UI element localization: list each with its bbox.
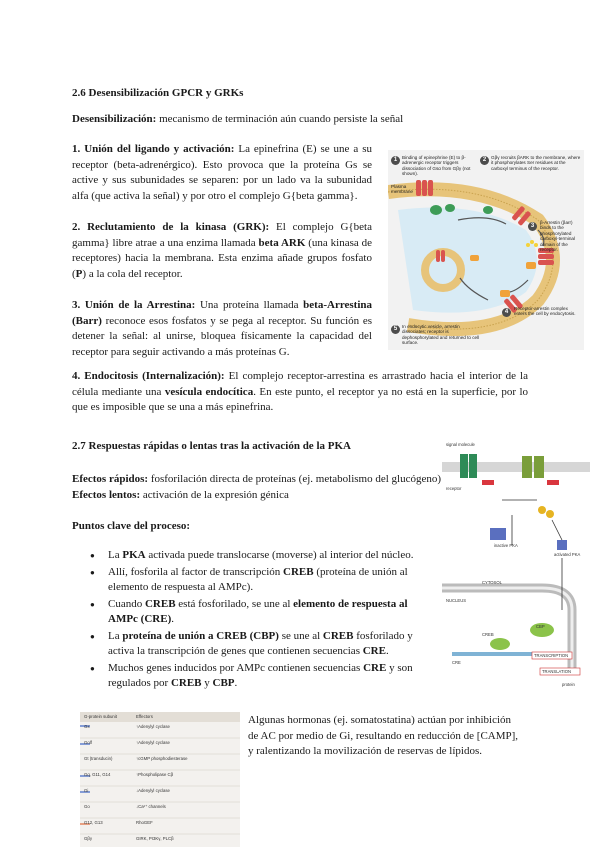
key-points-list — [90, 548, 430, 693]
b4-c: fosforilado y activa la transcripción de genes que contienen secuencias — [108, 629, 413, 657]
b5-a: Muchos genes inducidos por AMPc contienen secuencias — [108, 661, 364, 674]
receptor-label: receptor — [446, 486, 462, 491]
step-4-label: 4. Endocitosis (Internalización): — [72, 370, 225, 382]
b5-b: y son regulados por — [108, 661, 413, 689]
step-3-text-a: Una proteína llamada — [195, 299, 304, 311]
b4-bold1: proteína de unión a CREB (CBP) — [122, 629, 279, 642]
fast-effects-text: fosforilación directa de proteínas (ej. metabolismo del glucógeno) — [148, 473, 442, 485]
cell: ↑Adenylyl cyclase — [136, 724, 170, 729]
desens-text: mecanismo de terminación aún cuando persiste la señal — [156, 113, 404, 125]
activated-pka-label: activated PKA — [554, 552, 581, 557]
b2-bold: CREB — [283, 565, 314, 578]
protein-label: protein — [562, 682, 575, 687]
step-3-text-b: reconoce esos fosfatos y se pega al receptor. Su función es detener la señal: al unirse, bloquea físicamente la capacidad del receptor para seguir activando a más proteínas G. — [72, 314, 372, 358]
step-3-paragraph — [72, 298, 372, 360]
fast-effects-label: Efectos rápidos: — [72, 473, 149, 485]
pka-nucleus-figure — [442, 440, 590, 692]
cell: Go — [84, 804, 90, 809]
b1-bold: PKA — [122, 549, 146, 561]
b3-a: Cuando — [108, 597, 145, 610]
caption-3: β-Arrestin (βarr) binds to the phosphorylated carboxyl-terminal domain of the receptor. — [540, 220, 575, 253]
cell: GIRK, PI3Kγ, PLCβ — [136, 836, 174, 841]
list-item — [90, 597, 430, 628]
section-title-2-7: 2.7 Respuestas rápidas o lentas tras la activación de la PKA — [72, 440, 351, 452]
b5-d: . — [234, 677, 238, 689]
step-4-text-a: El complejo receptor-arrestina es arrastrado hacia el interior de la célula mediante una — [72, 370, 528, 398]
step-number-1: 1 — [391, 156, 400, 165]
cytosol-label: CYTOSOL — [482, 580, 502, 585]
desens-label: Desensibilización: — [72, 113, 157, 125]
translation-label: TRANSLATION — [542, 669, 572, 674]
b3-bold2: elemento de respuesta al AMPc (CRE) — [108, 597, 408, 625]
step-4-paragraph — [72, 369, 528, 416]
g-protein-effector-table — [80, 712, 240, 847]
b2-a: Allí, fosforila al factor de transcripción — [108, 565, 284, 578]
cell: ↑Phospholipase Cβ — [136, 772, 174, 777]
step-2-paragraph — [72, 220, 372, 282]
cell: Gq, G11, G14 — [84, 772, 111, 777]
gpcr-desensitization-figure — [388, 150, 584, 350]
section-title-2-6: 2.6 Desensibilización GPCR y GRKs — [72, 87, 244, 99]
b3-bold1: CREB — [144, 597, 176, 610]
cell: ↓Adenylyl cyclase — [136, 788, 170, 793]
step-1-text: La epinefrina (E) se une a su receptor (beta-adrenérgico). Esto provoca que la proteína Gs se active y sus subunidades se separen: por un lado va la subunidad alfa (que activa la señal) y por otro el complejo G{beta gamma}. — [72, 143, 372, 202]
b3-c: . — [171, 613, 174, 625]
caption-1: Binding of epinephrine (E) to β-adrenergic receptor triggers dissociation of Gsα from Gβγ (not shown). — [402, 155, 471, 177]
cell: Gi — [84, 788, 89, 793]
plasma-membrane-label: Plasma membrane — [391, 184, 413, 195]
slow-effects-text: activación de la expresión génica — [140, 489, 289, 501]
cell: ↑cGMP phosphodiesterase — [136, 756, 188, 761]
phosphate-p: P — [75, 267, 83, 280]
step-2-text-c: ) a la cola del receptor. — [82, 267, 183, 280]
b4-b: se une al — [278, 629, 323, 642]
b3-b: está fosforilado, se une al — [175, 597, 294, 610]
vesicle-term: vesícula endocítica — [164, 385, 254, 398]
table-background — [80, 712, 240, 847]
step-2-text-a: El complejo G{beta gamma} libre atrae a una enzima llamada — [72, 221, 372, 249]
cell: ↑Adenylyl cyclase — [136, 740, 170, 745]
cell: Golf — [84, 740, 92, 745]
beta-ark-term: beta ARK — [258, 236, 306, 249]
table-header-col2: Effectors — [136, 714, 153, 719]
b5-bold2: CREB — [170, 677, 202, 689]
table-header-col1: G-protein subunit — [84, 714, 117, 719]
key-points-title: Puntos clave del proceso: — [72, 520, 191, 532]
b4-d: . — [385, 645, 389, 657]
list-item — [90, 548, 430, 564]
list-item — [90, 565, 430, 596]
b2-b: (proteína de unión al elemento de respuesta al AMPc). — [108, 565, 408, 593]
arrestin-term: beta-Arrestina (Barr) — [72, 299, 373, 327]
creb-label: CREB — [482, 632, 494, 637]
cre-label: CRE — [452, 660, 461, 665]
b4-bold2: CREB — [322, 629, 354, 642]
slow-effects-line — [72, 488, 442, 504]
list-item — [90, 661, 430, 692]
step-number-5: 5 — [391, 325, 400, 334]
caption-4: Receptor-arrestin complex enters the cell by endocytosis. — [514, 306, 576, 317]
b1-b: activada puede translocarse (moverse) al interior del núcleo. — [145, 549, 414, 561]
signal-molecule-label: signal molecule — [446, 442, 475, 447]
nucleus-label: NUCLEUS — [446, 598, 467, 603]
b5-bold1: CRE — [363, 661, 387, 674]
step-number-3: 3 — [528, 222, 537, 231]
step-2-label: 2. Reclutamiento de la kinasa (GRK): — [72, 221, 270, 233]
transcription-label: TRANSCRIPTION — [534, 653, 569, 658]
step-1-paragraph — [72, 142, 372, 204]
step-number-4: 4 — [502, 308, 511, 317]
step-2-text-b: (una kinasa de receptores) hacia la membrana. Esta enzima añade grupos fosfato ( — [72, 236, 372, 280]
cbp-label: CBP — [536, 624, 545, 629]
inactive-pka-label: inactive PKA — [494, 543, 518, 548]
fast-effects-line — [72, 472, 442, 488]
b5-c: y — [201, 677, 213, 689]
cell: Gt (transducin) — [84, 756, 113, 761]
cell: Gs — [84, 724, 90, 729]
desensitization-definition — [72, 112, 512, 128]
list-item — [90, 629, 430, 660]
caption-2: Gβγ recruits βARK to the membrane, where it phosphorylates Ser residues at the carboxyl terminus of the receptor. — [491, 155, 581, 171]
step-3-label: 3. Unión de la Arrestina: — [72, 299, 196, 311]
b1-a: La — [108, 549, 123, 561]
step-4-text-b: . En este punto, el receptor ya no está en la superficie, por lo que es imposible que se una a más epinefrina. — [72, 385, 528, 413]
step-1-label: 1. Unión del ligando y activación: — [72, 143, 235, 155]
b4-a: La — [108, 629, 123, 642]
cell: Gβγ — [84, 836, 92, 841]
somatostatin-paragraph: Algunas hormonas (ej. somatostatina) actúan por inhibición de AC por medio de Gi, resultando en reducción de [CAMP], y ralentizando la movilización de reservas de lípidos. — [248, 714, 519, 757]
cell: ↓Ca²⁺ channels — [136, 804, 166, 809]
cell: RhoGEF — [136, 820, 153, 825]
cell: G12, G13 — [84, 820, 103, 825]
b5-bold3: CBP — [212, 677, 235, 689]
b4-bold3: CRE — [362, 645, 386, 657]
caption-5: In endocytic vesicle, arrestin dissociates; receptor is dephosphorylated and returned to cell surface. — [402, 324, 480, 346]
slow-effects-label: Efectos lentos: — [72, 489, 141, 501]
step-number-2: 2 — [480, 156, 489, 165]
